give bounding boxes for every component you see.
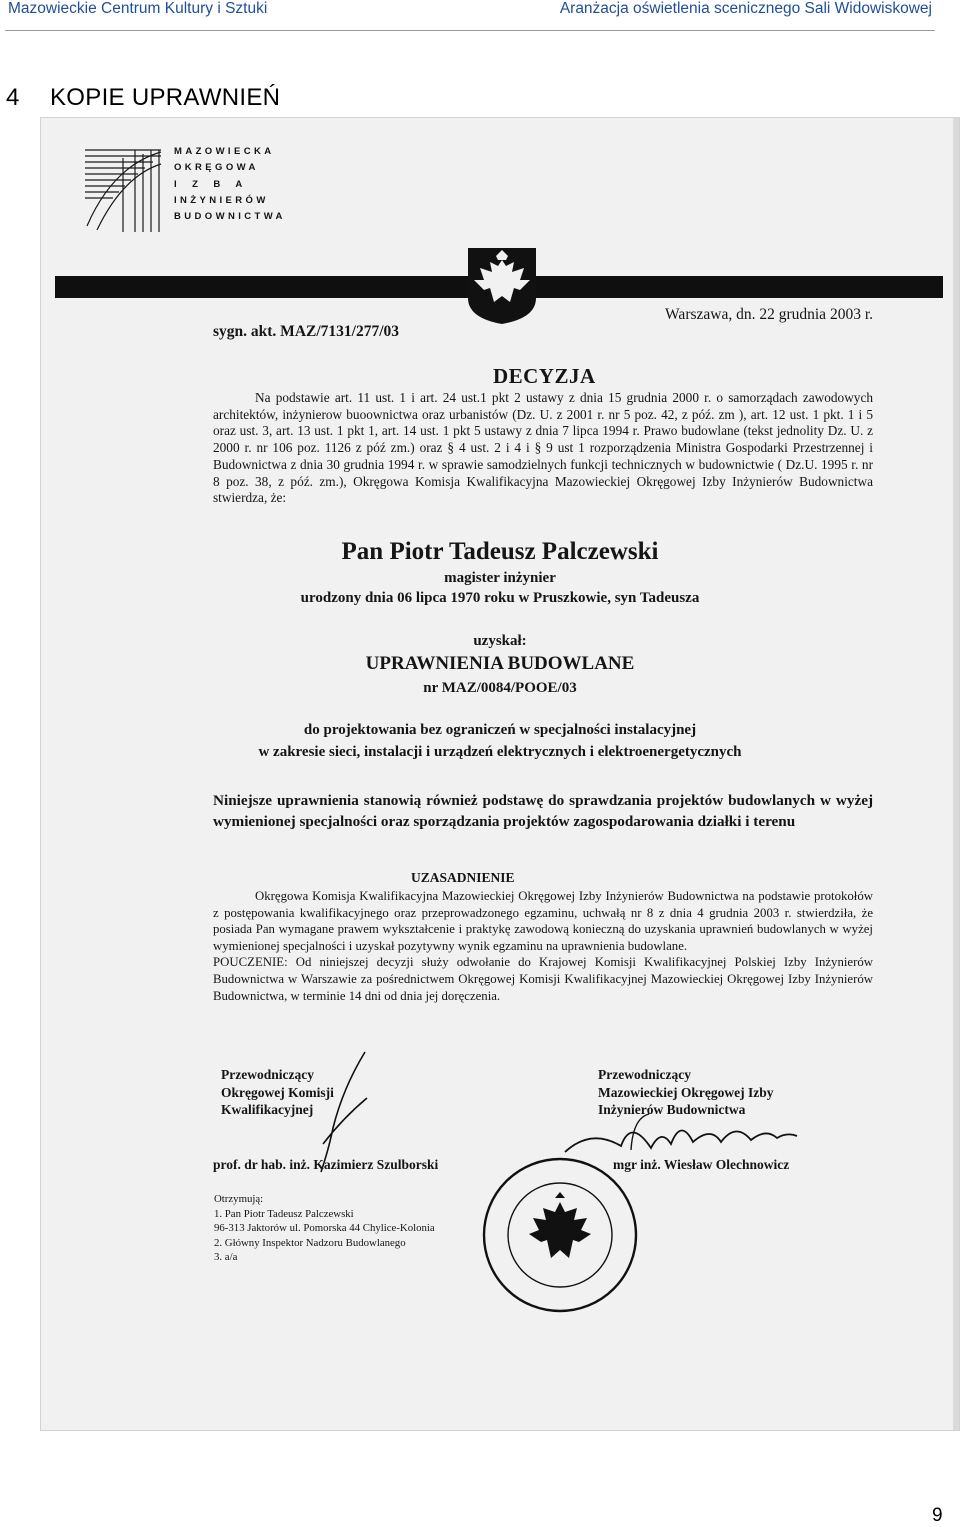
chamber-name: MAZOWIECKA OKRĘGOWA I Z B A INŻYNIERÓW BUDOWNICTWA	[174, 146, 286, 223]
additional-rights-statement: Niniejsze uprawnienia stanowią również podstawę do sprawdzania projektów budowlanych w wyżej wymienionej specjalności oraz sporządzania projektów zagospodarowania działki i terenu	[213, 792, 873, 830]
permit-scope-line-1: do projektowania bez ograniczeń w specjalności instalacyjnej	[303, 722, 697, 738]
justification-text: Okręgowa Komisja Kwalifikacyjna Mazowieckiej Okręgowej Izby Inżynierów Budownictwa na podstawie protokołów z postępowania kwalifikacyjnego oraz przeprowadzonego egzaminu, uchwałą nr 8 z dnia 4 grudnia 2003 r. stwierdziła, że posiada Pan wymagane prawem wykształcenie i praktykę zawodową konieczną do uzyskania uprawnień budowlanych w wyżej wymienionej specjalności i uzyskał pozytywny wynik egzaminu na uprawnienia budowlane.	[213, 889, 873, 953]
holder-degree: magister inżynier	[444, 570, 556, 586]
scan-edge	[953, 118, 959, 1430]
chamber-logo-icon	[83, 146, 163, 234]
header-right-text: Aranżacja oświetlenia scenicznego Sali Widowiskowej	[559, 0, 932, 17]
page-header	[0, 0, 960, 30]
holder-birth: urodzony dnia 06 lipca 1970 roku w Pruszkowie, syn Tadeusza	[300, 590, 700, 606]
official-seal-icon	[479, 1154, 641, 1316]
appeal-instruction: POUCZENIE: Od niniejszej decyzji służy odwołanie do Krajowej Komisji Kwalifikacyjnej Polskiej Izby Inżynierów Budownictwa w Warszawie za pośrednictwem Okręgowej Komisji Kwalifikacyjnej Mazowieckiej Okręgowej Izby Inżynierów Budownictwa, w terminie 14 dni od dnia jej doręczenia.	[213, 955, 873, 1003]
header-left-text: Mazowieckie Centrum Kultury i Sztuki	[8, 0, 268, 17]
right-signatory-role: Przewodniczący Mazowieckiej Okręgowej Izby Inżynierów Budownictwa	[598, 1067, 774, 1117]
justification-block	[213, 888, 873, 1004]
decision-title: DECYZJA	[493, 364, 596, 388]
right-signatory-name: mgr inż. Wiesław Olechnowicz	[613, 1157, 790, 1172]
permit-number: nr MAZ/0084/POOE/03	[423, 680, 577, 696]
eagle-emblem-icon	[462, 246, 542, 326]
scanned-certificate	[40, 117, 960, 1431]
case-number: sygn. akt. MAZ/7131/277/03	[213, 323, 400, 340]
justification-title: UZASADNIENIE	[411, 870, 515, 885]
section-number: 4	[6, 84, 20, 111]
section-heading	[6, 84, 280, 112]
recipients-list: Otrzymują: 1. Pan Piotr Tadeusz Palczewski 96-313 Jaktorów ul. Pomorska 44 Chylice-Kolonia 2. Główny Inspektor Nadzoru Budowlanego 3. a/a	[214, 1193, 435, 1263]
page-number: 9	[932, 1505, 943, 1526]
left-signatory-role: Przewodniczący Okręgowej Komisji Kwalifikacyjnej	[221, 1067, 334, 1117]
obtained-label: uzyskał:	[473, 633, 527, 649]
header-rule	[5, 30, 935, 31]
issue-date: Warszawa, dn. 22 grudnia 2003 r.	[665, 306, 873, 323]
holder-name: Pan Piotr Tadeusz Palczewski	[341, 538, 659, 565]
legal-basis: Na podstawie art. 11 ust. 1 i art. 24 ust.1 pkt 2 ustawy z dnia 15 grudnia 2000 r. o samorządach zawodowych architektów, inżynierow buoownictwa oraz urbanistów (Dz. U. z 2001 r. nr 5 poz. 42, z póź. zm ), art. 12 ust. 1 pkt. 1 i 5 oraz ust. 3, art. 13 ust. 1 pkt 1, art. 14 ust. 1 pkt 5 ustawy z dnia 7 lipca 1994 r. Prawo budowlane (tekst jednolity Dz. U. z 2000 r. nr 106 poz. 1126 z póź zm.) oraz § 4 ust. 2 i 4 i § 9 ust 1 rozporządzenia Ministra Gospodarki Przestrzennej i Budownictwa z dnia 30 grudnia 1994 r. w sprawie samodzielnych funkcji technicznych w budownictwie ( Dz.U. 1995 r. nr 8 poz. 38, z póź. zm.), Okręgowa Komisja Kwalifikacyjna Mazowieckiej Okręgowej Izby Inżynierów Budownictwa stwierdza, że:	[213, 390, 873, 506]
permit-scope-line-2: w zakresie sieci, instalacji i urządzeń elektrycznych i elektroenergetycznych	[258, 744, 742, 760]
left-signatory-name: prof. dr hab. inż. Kazimierz Szulborski	[213, 1157, 439, 1172]
section-title: KOPIE UPRAWNIEŃ	[50, 84, 281, 111]
permit-title: UPRAWNIENIA BUDOWLANE	[365, 653, 635, 674]
